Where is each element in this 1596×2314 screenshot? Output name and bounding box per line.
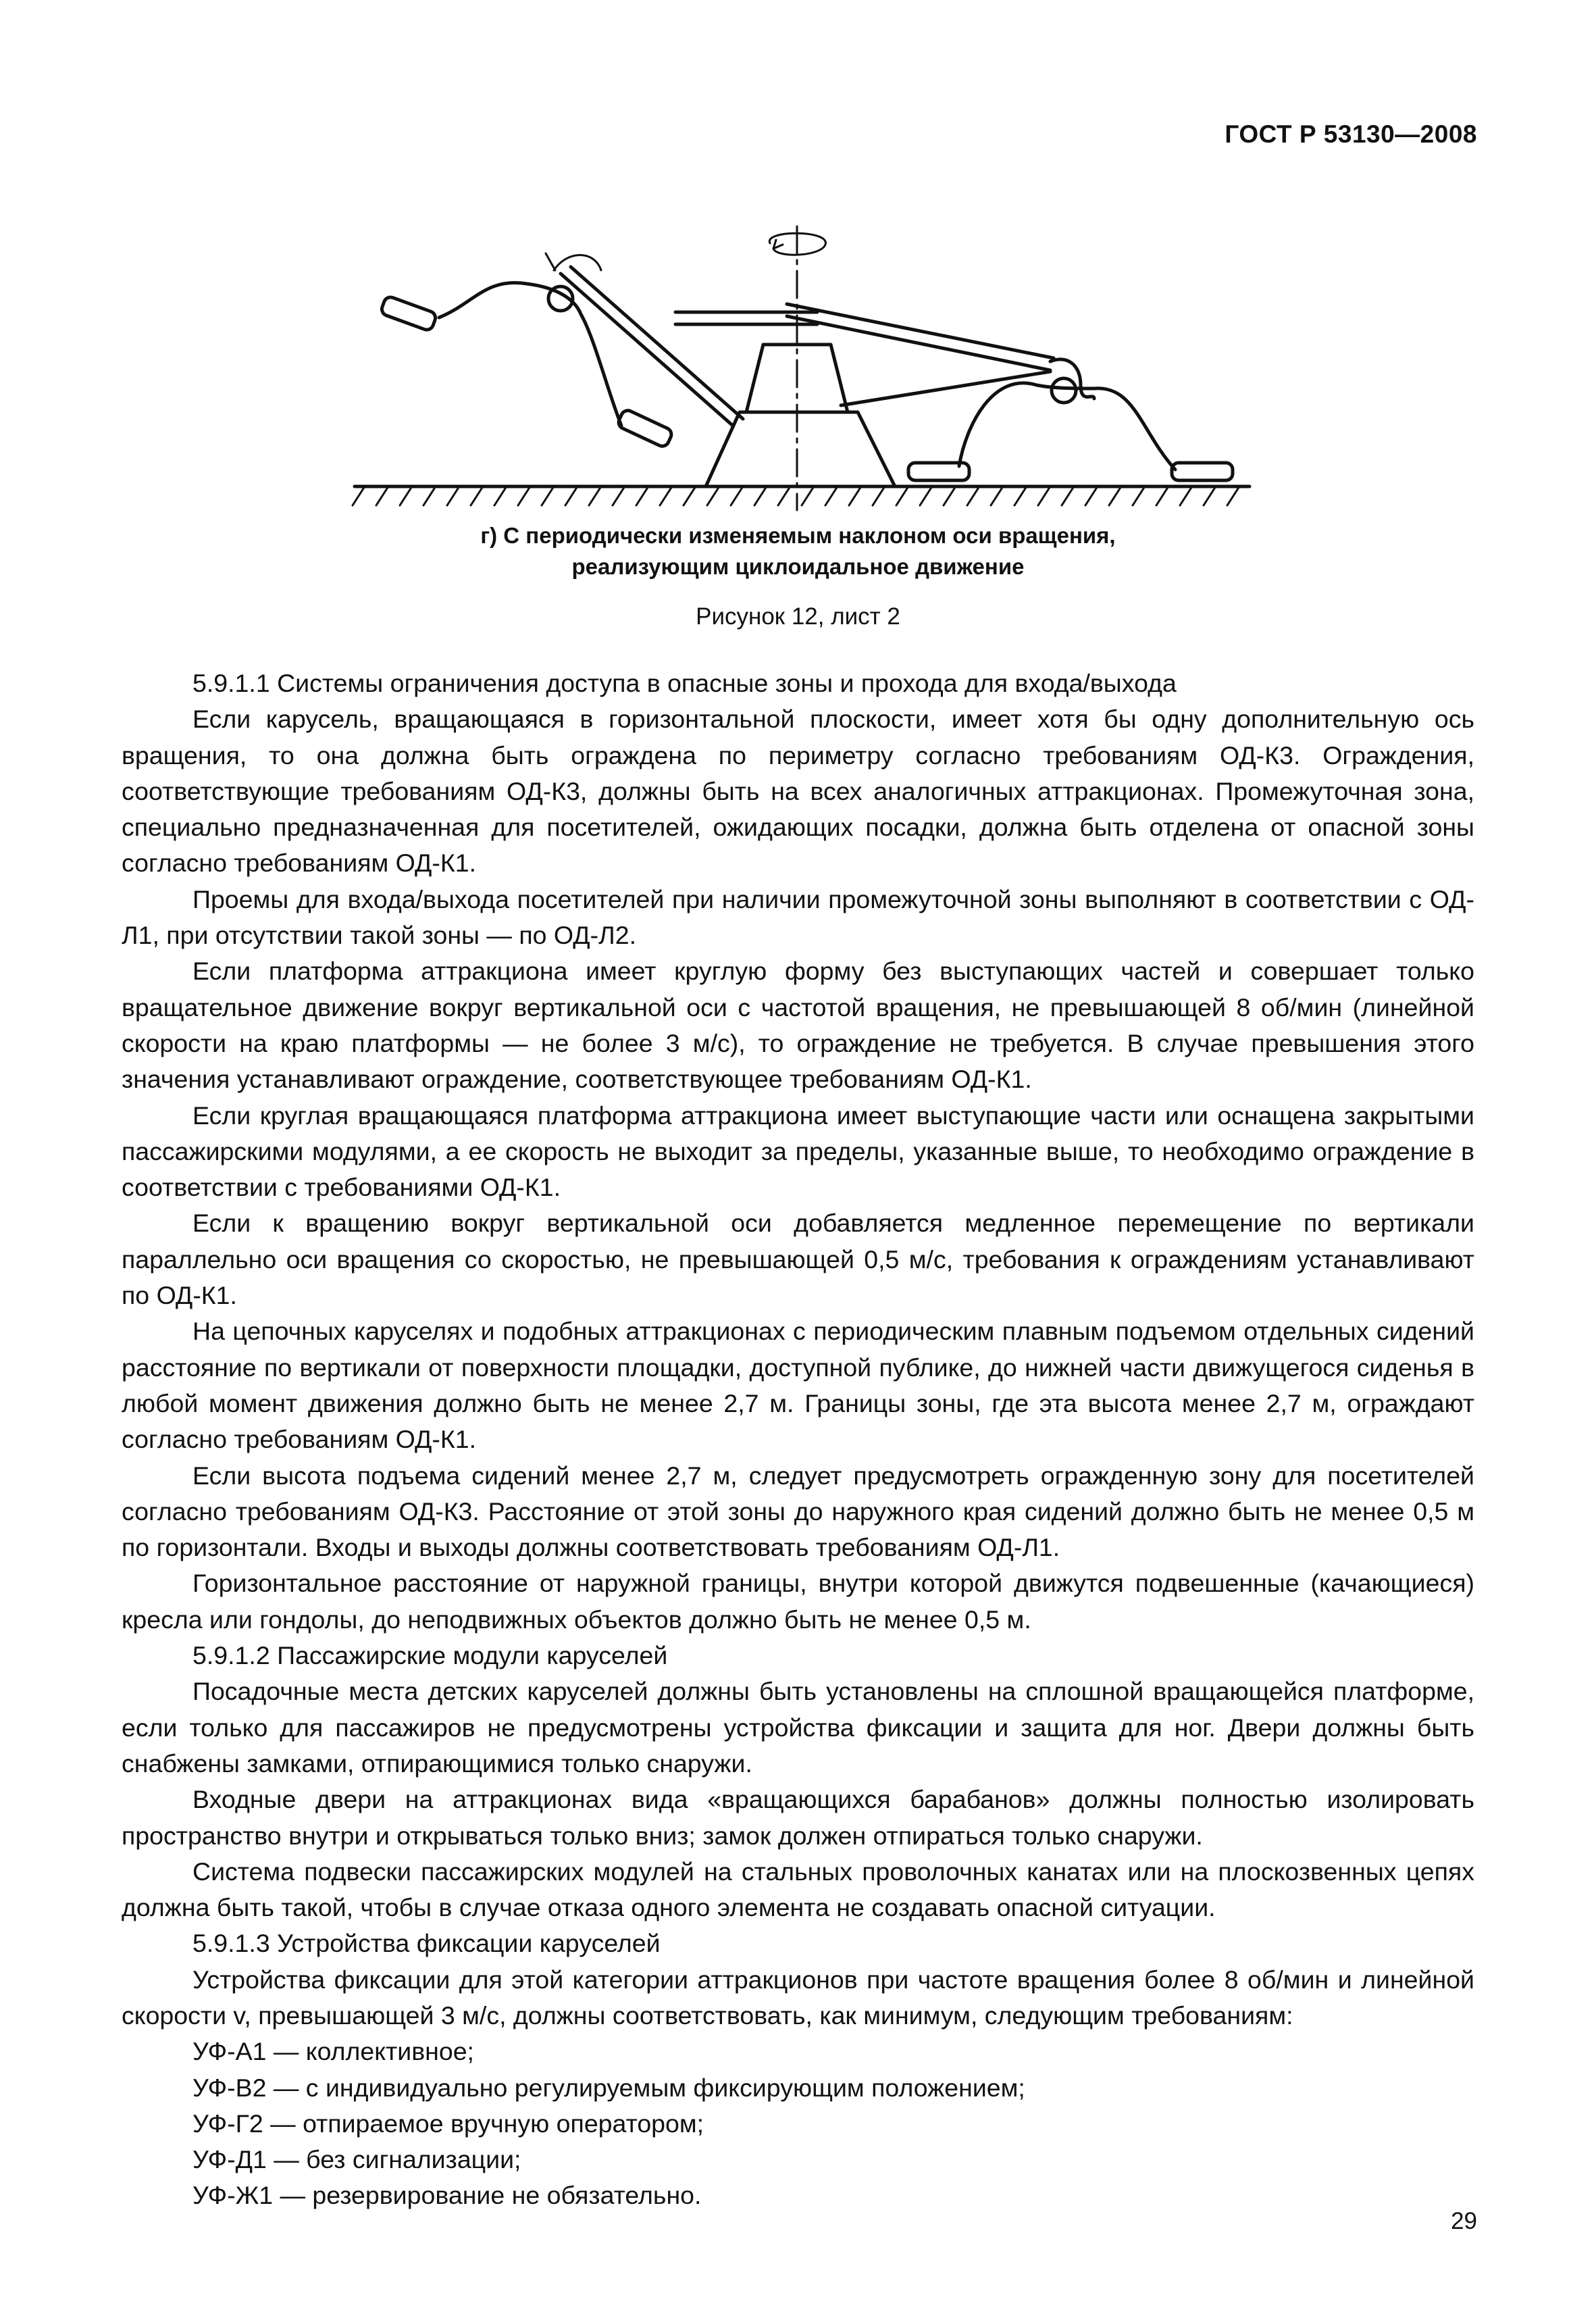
paragraph: Если карусель, вращающаяся в горизонтальной плоскости, имеет хотя бы одну дополнительную ось вращения, то она должна быть ограждена по периметру согласно требованиям ОД-К3. Ограждения, соответствующие требованиям ОД-К3, должны быть на всех аналогичных аттракционах. Промежуточная зона, специально предназначенная для посетителей, ожидающих посадки, должна быть отделена от опасной зоны согласно требованиям ОД-К1.: [122, 705, 1474, 878]
right-hub: [1052, 378, 1076, 403]
section-heading-5-9-1-3: 5.9.1.3 Устройства фиксации каруселей: [192, 1929, 661, 1958]
arm-left: [561, 274, 733, 426]
requirement-item: УФ-Ж1 — резервирование не обязательно.: [192, 2181, 702, 2210]
requirement-item: УФ-А1 — коллективное;: [192, 2037, 474, 2066]
requirement-item: УФ-Г2 — отпираемое вручную оператором;: [192, 2109, 704, 2138]
paragraph: Если круглая вращающаяся платформа аттракциона имеет выступающие части или оснащена закрытыми пассажирскими модулями, а ее скорость не выходит за пределы, указанные выше, то необходимо ограждение в соответствии с требованиями ОД-К1.: [122, 1101, 1474, 1202]
gondola-2: [617, 408, 673, 448]
caption-line-1: г) С периодически изменяемым наклоном оси вращения,: [480, 523, 1116, 548]
standard-designation: ГОСТ Р 53130—2008: [1225, 120, 1477, 148]
paragraph: Если высота подъема сидений менее 2,7 м, следует предусмотреть огражденную зону для посетителей согласно требованиям ОД-К3. Расстояние от этой зоны до наружного края сидений должно быть не менее 0,5 м по горизонтали. Входы и выходы должны соответствовать требованиям ОД-Л1.: [122, 1461, 1474, 1562]
paragraph: Система подвески пассажирских модулей на стальных проволочных канатах или на плоскозвенных цепях должна быть такой, чтобы в случае отказа одного элемента не создавать опасной ситуации.: [122, 1857, 1474, 1922]
figure-label: Рисунок 12, лист 2: [696, 603, 900, 630]
paragraph: Устройства фиксации для этой категории аттракционов при частоте вращения более 8 об/мин и линейной скорости v, превышающей 3 м/с, должны соответствовать, как минимум, следующим требованиям:: [122, 1965, 1474, 2030]
base-lower: [706, 412, 895, 486]
right-chain: [959, 383, 1175, 470]
section-heading-5-9-1-2: 5.9.1.2 Пассажирские модули каруселей: [192, 1641, 668, 1670]
figure-caption: [0, 520, 1596, 582]
paragraph: Посадочные места детских каруселей должны быть установлены на сплошной вращающейся платформе, если только для пассажиров не предусмотрены устройства фиксации и защита для ног. Двери должны быть снабжены замками, отпирающимися только снаружи.: [122, 1677, 1474, 1778]
paragraph: На цепочных каруселях и подобных аттракционах с периодическим плавным подъемом отдельных сидений расстояние по вертикали от поверхности площадки, доступной публике, до нижней части движущегося сиденья в любой момент движения должно быть не менее 2,7 м. Границы зоны, где эта высота менее 2,7 м, ограждают согласно требованиям ОД-К1.: [122, 1317, 1474, 1454]
paragraph: Если платформа аттракциона имеет круглую форму без выступающих частей и совершает только вращательное движение вокруг вертикальной оси с частотой вращения, не превышающей 8 об/мин (линейной скорости на краю платформы — не более 3 м/с), то ограждение не требуется. В случае превышения этого значения устанавливают ограждение, соответствующее требованиям ОД-К1.: [122, 957, 1474, 1094]
arm-right: [787, 304, 1054, 370]
gondola-1: [380, 295, 438, 332]
paragraph: Входные двери на аттракционах вида «вращающихся барабанов» должны полностью изолировать пространство внутри и открываться только вниз; замок должен отпираться только снаружи.: [122, 1785, 1474, 1850]
carousel-diagram: [0, 203, 1596, 520]
paragraph: Если к вращению вокруг вертикальной оси добавляется медленное перемещение по вертикали параллельно оси вращения со скоростью, не превышающей 0,5 м/с, требования к ограждениям устанавливают по ОД-К1.: [122, 1209, 1474, 1310]
caption-line-2: реализующим циклоидальное движение: [571, 554, 1025, 579]
requirement-item: УФ-В2 — с индивидуально регулируемым фиксирующим положением;: [192, 2073, 1025, 2102]
section-heading-5-9-1-1: 5.9.1.1 Системы ограничения доступа в опасные зоны и прохода для входа/выхода: [192, 669, 1177, 697]
paragraph: Горизонтальное расстояние от наружной границы, внутри которой движутся подвешенные (качающиеся) кресла или гондолы, до неподвижных объектов должно быть не менее 0,5 м.: [122, 1569, 1474, 1634]
requirement-item: УФ-Д1 — без сигнализации;: [192, 2145, 521, 2174]
gondola-4: [1172, 463, 1233, 480]
page-number: 29: [1451, 2208, 1477, 2234]
document-body: [122, 665, 1474, 2214]
paragraph: Проемы для входа/выхода посетителей при наличии промежуточной зоны выполняют в соответствии с ОД-Л1, при отсутствии такой зоны — по ОД-Л2.: [122, 884, 1474, 950]
